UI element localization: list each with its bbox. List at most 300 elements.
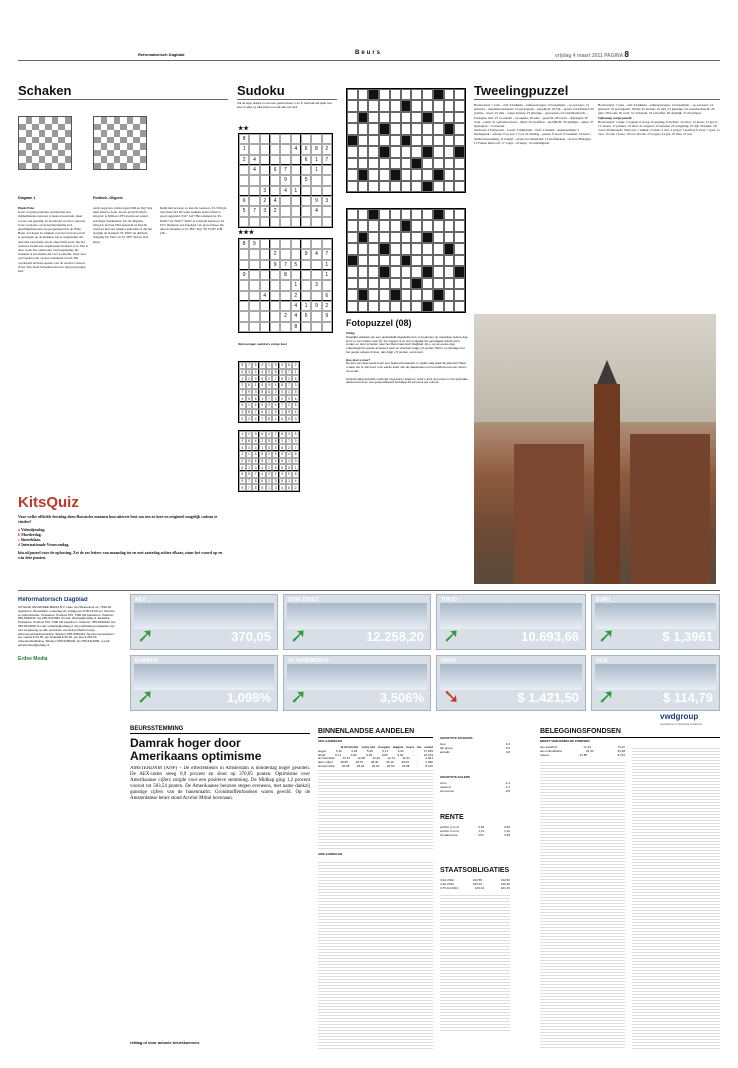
- crossword-cell[interactable]: [358, 301, 369, 312]
- sudoku-cell[interactable]: [280, 144, 290, 154]
- crossword-cell[interactable]: [454, 255, 465, 266]
- crossword-cell[interactable]: [379, 232, 390, 243]
- crossword-cell[interactable]: [444, 158, 455, 169]
- solution-cell: 1: [252, 382, 259, 389]
- sudoku-cell[interactable]: [291, 270, 301, 280]
- crossword-cell[interactable]: [444, 89, 455, 100]
- crossword-cell[interactable]: [390, 301, 401, 312]
- crossword-cell[interactable]: [444, 209, 455, 220]
- crossword-cell[interactable]: [347, 123, 358, 134]
- crossword-cell[interactable]: [444, 112, 455, 123]
- sudoku-cell[interactable]: [311, 322, 321, 332]
- sudoku-cell[interactable]: [311, 260, 321, 270]
- crossword-cell[interactable]: [433, 220, 444, 231]
- crossword-cell[interactable]: [422, 135, 433, 146]
- crossword-cell[interactable]: [401, 209, 412, 220]
- sudoku-cell[interactable]: [249, 260, 259, 270]
- sudoku-cell[interactable]: [322, 217, 332, 227]
- crossword-cell[interactable]: [368, 289, 379, 300]
- sudoku-cell[interactable]: [322, 239, 332, 249]
- sudoku-cell[interactable]: [311, 270, 321, 280]
- crossword-cell[interactable]: [422, 289, 433, 300]
- crossword-cell[interactable]: [390, 135, 401, 146]
- sudoku-cell[interactable]: [301, 291, 311, 301]
- sudoku-cell[interactable]: [291, 217, 301, 227]
- crossword-cell[interactable]: [390, 89, 401, 100]
- sudoku-cell[interactable]: [301, 280, 311, 290]
- crossword-cell[interactable]: [347, 301, 358, 312]
- crossword-cell[interactable]: [358, 135, 369, 146]
- sudoku-cell[interactable]: [260, 144, 270, 154]
- sudoku-cell[interactable]: [239, 165, 249, 175]
- crossword-cell[interactable]: [379, 289, 390, 300]
- crossword-cell[interactable]: [390, 123, 401, 134]
- crossword-cell[interactable]: [390, 158, 401, 169]
- crossword-cell[interactable]: [401, 301, 412, 312]
- crossword-cell[interactable]: [379, 220, 390, 231]
- crossword-cell[interactable]: [444, 135, 455, 146]
- crossword-cell[interactable]: [368, 158, 379, 169]
- crossword-cell[interactable]: [422, 89, 433, 100]
- crossword-cell[interactable]: [422, 209, 433, 220]
- crossword-cell[interactable]: [390, 181, 401, 192]
- crossword-cell[interactable]: [347, 146, 358, 157]
- crossword-cell[interactable]: [411, 301, 422, 312]
- crossword-cell[interactable]: [411, 255, 422, 266]
- crossword-cell[interactable]: [433, 112, 444, 123]
- sudoku-cell[interactable]: [249, 280, 259, 290]
- tile-chart: [440, 603, 582, 629]
- crossword-cell[interactable]: [347, 232, 358, 243]
- diagram2-caption: Portisch–Gligoric: [93, 196, 123, 200]
- sudoku-cell[interactable]: [280, 196, 290, 206]
- crossword-cell[interactable]: [433, 243, 444, 254]
- sudoku-cell[interactable]: [249, 311, 259, 321]
- crossword-cell[interactable]: [444, 232, 455, 243]
- crossword-cell: [433, 289, 444, 300]
- crossword-cell[interactable]: [358, 278, 369, 289]
- sudoku-cell[interactable]: [280, 217, 290, 227]
- kitsquiz-option[interactable]: c Sinterklaas.: [18, 537, 42, 542]
- crossword-cell[interactable]: [444, 278, 455, 289]
- crossword-cell[interactable]: [411, 89, 422, 100]
- sudoku-cell[interactable]: [249, 301, 259, 311]
- crossword-cell[interactable]: [454, 123, 465, 134]
- crossword-cell[interactable]: [358, 146, 369, 157]
- tile-label: OLIE: [596, 658, 608, 664]
- crossword-cell[interactable]: [411, 266, 422, 277]
- crossword-cell[interactable]: [358, 266, 369, 277]
- crossword-cell[interactable]: [358, 123, 369, 134]
- crossword-cell[interactable]: [433, 181, 444, 192]
- sudoku-cell[interactable]: [322, 322, 332, 332]
- crossword-cell[interactable]: [358, 89, 369, 100]
- crossword-cell[interactable]: [433, 123, 444, 134]
- crossword-cell[interactable]: [390, 220, 401, 231]
- sudoku-cell[interactable]: [249, 249, 259, 259]
- crossword-cell[interactable]: [422, 158, 433, 169]
- crossword-cell[interactable]: [368, 243, 379, 254]
- crossword-cell[interactable]: [454, 112, 465, 123]
- crossword-cell[interactable]: [368, 112, 379, 123]
- crossword-cell[interactable]: [444, 301, 455, 312]
- sudoku-cell[interactable]: [301, 322, 311, 332]
- crossword-cell[interactable]: [454, 301, 465, 312]
- crossword-cell[interactable]: [368, 220, 379, 231]
- solution-cell: 2: [246, 431, 253, 438]
- crossword-cell[interactable]: [401, 266, 412, 277]
- crossword-cell[interactable]: [347, 220, 358, 231]
- sudoku-cell[interactable]: [260, 260, 270, 270]
- crossword-cell[interactable]: [368, 169, 379, 180]
- crossword-cell[interactable]: [347, 209, 358, 220]
- kitsquiz-option[interactable]: b Moederdag.: [18, 532, 42, 537]
- sudoku-cell[interactable]: [239, 260, 249, 270]
- sudoku-cell[interactable]: [291, 165, 301, 175]
- sudoku-cell[interactable]: [270, 134, 280, 144]
- crossword-cell[interactable]: [379, 255, 390, 266]
- solution-cell: 8: [252, 478, 259, 485]
- crossword-cell[interactable]: [401, 123, 412, 134]
- stijgers-list: [440, 743, 510, 754]
- sudoku-cell[interactable]: [280, 291, 290, 301]
- crossword-cell[interactable]: [347, 158, 358, 169]
- crossword-cell[interactable]: [390, 243, 401, 254]
- crossword-cell[interactable]: [433, 266, 444, 277]
- crossword-cell[interactable]: [358, 181, 369, 192]
- sudoku-cell[interactable]: [239, 301, 249, 311]
- rente-list: [440, 826, 510, 837]
- crossword-cell[interactable]: [390, 146, 401, 157]
- sudoku-cell[interactable]: [301, 260, 311, 270]
- sudoku-cell[interactable]: [270, 239, 280, 249]
- sudoku-cell[interactable]: [270, 217, 280, 227]
- sudoku-cell[interactable]: [301, 239, 311, 249]
- tile-chart: [287, 664, 427, 690]
- crossword-cell[interactable]: [411, 243, 422, 254]
- crossword-cell[interactable]: [347, 100, 358, 111]
- crossword-cell[interactable]: [433, 301, 444, 312]
- crossword-cell[interactable]: [454, 181, 465, 192]
- sudoku-cell[interactable]: [301, 270, 311, 280]
- sudoku-cell[interactable]: [260, 165, 270, 175]
- sudoku-cell[interactable]: [280, 301, 290, 311]
- crossword-cell[interactable]: [411, 220, 422, 231]
- sudoku-cell[interactable]: [249, 217, 259, 227]
- crossword-cell[interactable]: [444, 266, 455, 277]
- sudoku-cell[interactable]: [239, 249, 249, 259]
- crossword-cell[interactable]: [390, 232, 401, 243]
- sudoku-cell[interactable]: [270, 270, 280, 280]
- sudoku-cell[interactable]: [270, 155, 280, 165]
- crossword-cell[interactable]: [422, 169, 433, 180]
- crossword-cell[interactable]: [368, 100, 379, 111]
- kitsquiz-option[interactable]: d Internationale Vrouwendag.: [18, 542, 70, 547]
- sudoku-cell[interactable]: [291, 134, 301, 144]
- sudoku-cell[interactable]: [260, 175, 270, 185]
- crossword-cell[interactable]: [347, 112, 358, 123]
- sudoku-cell[interactable]: [249, 322, 259, 332]
- crossword-cell[interactable]: [433, 232, 444, 243]
- crossword-cell[interactable]: [433, 100, 444, 111]
- crossword-cell[interactable]: [368, 135, 379, 146]
- sudoku-cell[interactable]: [291, 249, 301, 259]
- crossword-cell: [401, 100, 412, 111]
- crossword-cell[interactable]: [401, 158, 412, 169]
- crossword-grid-1[interactable]: [346, 88, 466, 193]
- sudoku-cell[interactable]: [260, 134, 270, 144]
- sudoku-cell[interactable]: [280, 206, 290, 216]
- crossword-cell[interactable]: [411, 181, 422, 192]
- solution-cell: 7: [252, 409, 259, 416]
- crossword-cell[interactable]: [411, 123, 422, 134]
- crossword-cell[interactable]: [347, 289, 358, 300]
- crossword-cell[interactable]: [347, 169, 358, 180]
- crossword-cell[interactable]: [368, 146, 379, 157]
- sudoku-cell[interactable]: [260, 301, 270, 311]
- sudoku-grid-2[interactable]: [238, 238, 333, 333]
- sudoku-cell[interactable]: [239, 217, 249, 227]
- crossword-cell[interactable]: [379, 89, 390, 100]
- sudoku-cell[interactable]: [322, 186, 332, 196]
- sudoku-cell[interactable]: [249, 175, 259, 185]
- sudoku-cell[interactable]: [239, 311, 249, 321]
- table-cell: 5,06: [366, 748, 373, 753]
- crossword-cell[interactable]: [401, 89, 412, 100]
- sudoku-cell[interactable]: [311, 175, 321, 185]
- crossword-cell[interactable]: [390, 100, 401, 111]
- sudoku-cell[interactable]: [239, 291, 249, 301]
- sudoku-cell[interactable]: [280, 249, 290, 259]
- crossword-cell[interactable]: [401, 232, 412, 243]
- crossword-cell[interactable]: [379, 301, 390, 312]
- sudoku-cell[interactable]: [239, 280, 249, 290]
- solution-cell: 4: [272, 382, 279, 389]
- crossword-cell[interactable]: [411, 135, 422, 146]
- sudoku-cell[interactable]: [270, 301, 280, 311]
- crossword-cell[interactable]: [433, 278, 444, 289]
- crossword-cell[interactable]: [411, 209, 422, 220]
- sudoku-cell[interactable]: [249, 291, 259, 301]
- crossword-cell[interactable]: [411, 232, 422, 243]
- crossword-cell[interactable]: [444, 255, 455, 266]
- crossword-cell[interactable]: [411, 289, 422, 300]
- sudoku-cell[interactable]: [322, 134, 332, 144]
- sudoku-cell[interactable]: [249, 186, 259, 196]
- sudoku-cell[interactable]: [249, 270, 259, 280]
- sudoku-cell[interactable]: [291, 196, 301, 206]
- crossword-cell[interactable]: [422, 278, 433, 289]
- crossword-cell[interactable]: [358, 220, 369, 231]
- sudoku-cell[interactable]: [322, 165, 332, 175]
- sudoku-cell[interactable]: [280, 280, 290, 290]
- sudoku-cell[interactable]: [301, 165, 311, 175]
- crossword-cell[interactable]: [422, 123, 433, 134]
- crossword-cell[interactable]: [411, 169, 422, 180]
- sudoku-cell[interactable]: [260, 155, 270, 165]
- solution-cell: 2: [292, 362, 299, 369]
- sudoku-cell[interactable]: [301, 206, 311, 216]
- chess-diagram-1: [18, 116, 72, 170]
- sudoku-cell[interactable]: [270, 144, 280, 154]
- sudoku-cell[interactable]: [260, 311, 270, 321]
- crossword-cell[interactable]: [454, 243, 465, 254]
- crossword-cell[interactable]: [390, 209, 401, 220]
- crossword-cell[interactable]: [454, 209, 465, 220]
- crossword-cell[interactable]: [368, 278, 379, 289]
- crossword-grid-2[interactable]: [346, 208, 466, 313]
- sudoku-cell[interactable]: [301, 186, 311, 196]
- crossword-cell[interactable]: [422, 255, 433, 266]
- crossword-cell[interactable]: [358, 243, 369, 254]
- sudoku-cell[interactable]: [311, 239, 321, 249]
- crossword-cell[interactable]: [390, 278, 401, 289]
- crossword-cell[interactable]: [454, 278, 465, 289]
- crossword-cell[interactable]: [379, 135, 390, 146]
- sudoku-cell[interactable]: [270, 291, 280, 301]
- crossword-cell[interactable]: [433, 146, 444, 157]
- sudoku-cell[interactable]: [270, 311, 280, 321]
- sudoku-cell[interactable]: [260, 280, 270, 290]
- crossword-cell[interactable]: [347, 266, 358, 277]
- crossword-cell[interactable]: [401, 243, 412, 254]
- beursstemming-rule: [130, 733, 310, 734]
- crossword-cell[interactable]: [422, 100, 433, 111]
- tile-value: 12.258,20: [366, 629, 424, 644]
- crossword-cell[interactable]: [390, 266, 401, 277]
- crossword-cell[interactable]: [347, 278, 358, 289]
- sudoku-cell[interactable]: [249, 134, 259, 144]
- sudoku-cell[interactable]: [280, 322, 290, 332]
- sudoku-cell[interactable]: [311, 311, 321, 321]
- crossword-cell[interactable]: [411, 100, 422, 111]
- sudoku-cell[interactable]: [311, 134, 321, 144]
- sudoku-cell[interactable]: [270, 322, 280, 332]
- crossword-cell: [444, 243, 455, 254]
- sudoku-cell[interactable]: [280, 239, 290, 249]
- sudoku-cell[interactable]: [301, 134, 311, 144]
- sudoku-cell[interactable]: [291, 239, 301, 249]
- crossword-cell[interactable]: [368, 181, 379, 192]
- sudoku-cell[interactable]: [301, 196, 311, 206]
- sudoku-cell[interactable]: [280, 155, 290, 165]
- crossword-cell[interactable]: [444, 169, 455, 180]
- crossword-cell[interactable]: [454, 220, 465, 231]
- crossword-cell[interactable]: [433, 135, 444, 146]
- crossword-cell[interactable]: [379, 112, 390, 123]
- crossword-cell[interactable]: [390, 255, 401, 266]
- sudoku-cell[interactable]: [311, 186, 321, 196]
- crossword-cell[interactable]: [379, 209, 390, 220]
- crossword-cell[interactable]: [358, 255, 369, 266]
- crossword-cell[interactable]: [411, 112, 422, 123]
- crossword-cell[interactable]: [368, 301, 379, 312]
- crossword-cell[interactable]: [401, 181, 412, 192]
- crossword-cell[interactable]: [454, 169, 465, 180]
- crossword-cell[interactable]: [454, 289, 465, 300]
- crossword-cell[interactable]: [368, 232, 379, 243]
- crossword-cell[interactable]: [444, 289, 455, 300]
- crossword-cell[interactable]: [379, 169, 390, 180]
- crossword-cell[interactable]: [433, 158, 444, 169]
- crossword-cell[interactable]: [444, 100, 455, 111]
- sudoku-cell[interactable]: [239, 322, 249, 332]
- crossword-cell[interactable]: [454, 232, 465, 243]
- crossword-cell[interactable]: [401, 146, 412, 157]
- crossword-cell[interactable]: [379, 100, 390, 111]
- sudoku-cell[interactable]: [270, 280, 280, 290]
- crossword-cell[interactable]: [347, 243, 358, 254]
- crossword-cell[interactable]: [444, 146, 455, 157]
- crossword-cell[interactable]: [358, 158, 369, 169]
- sudoku-cell: 9: [280, 175, 290, 185]
- crossword-cell[interactable]: [379, 278, 390, 289]
- table-cell: 4 dsl 2014: [440, 881, 454, 886]
- crossword-cell[interactable]: [444, 181, 455, 192]
- sudoku-cell[interactable]: [322, 206, 332, 216]
- table-cell: eurocomm.: [440, 788, 456, 793]
- crossword-cell[interactable]: [368, 123, 379, 134]
- crossword-cell[interactable]: [454, 158, 465, 169]
- sudoku-cell[interactable]: [291, 175, 301, 185]
- sudoku-cell[interactable]: [260, 270, 270, 280]
- sudoku-cell[interactable]: [270, 186, 280, 196]
- crossword-cell[interactable]: [379, 158, 390, 169]
- sudoku-cell[interactable]: [239, 186, 249, 196]
- sudoku-cell[interactable]: [301, 217, 311, 227]
- crossword-cell[interactable]: [379, 181, 390, 192]
- crossword-cell[interactable]: [390, 112, 401, 123]
- crossword-cell[interactable]: [401, 289, 412, 300]
- sudoku-cell[interactable]: [322, 280, 332, 290]
- table-cell: 0,84: [478, 825, 485, 829]
- sudoku-cell[interactable]: [260, 249, 270, 259]
- sudoku-cell[interactable]: [239, 175, 249, 185]
- crossword-cell[interactable]: [444, 220, 455, 231]
- sudoku-cell[interactable]: [291, 155, 301, 165]
- sudoku-cell[interactable]: [249, 196, 259, 206]
- crossword-cell[interactable]: [401, 278, 412, 289]
- crossword-cell[interactable]: [454, 89, 465, 100]
- sudoku-cell[interactable]: [260, 239, 270, 249]
- sudoku-cell[interactable]: [270, 175, 280, 185]
- crossword-cell[interactable]: [347, 181, 358, 192]
- crossword-cell[interactable]: [422, 220, 433, 231]
- kitsquiz-option[interactable]: a Valentijnsdag.: [18, 527, 46, 532]
- sudoku-cell[interactable]: [260, 322, 270, 332]
- crossword-cell[interactable]: [347, 89, 358, 100]
- crossword-cell[interactable]: [368, 266, 379, 277]
- sudoku-cell[interactable]: [311, 291, 321, 301]
- crossword-cell[interactable]: [454, 100, 465, 111]
- sudoku-cell[interactable]: [249, 144, 259, 154]
- sudoku-cell[interactable]: [311, 217, 321, 227]
- sudoku-cell[interactable]: [260, 217, 270, 227]
- sudoku-cell[interactable]: [280, 134, 290, 144]
- crossword-cell[interactable]: [358, 209, 369, 220]
- crossword-cell[interactable]: [368, 255, 379, 266]
- crossword-cell[interactable]: [433, 255, 444, 266]
- sudoku-grid-1[interactable]: [238, 133, 333, 228]
- crossword-cell[interactable]: [454, 135, 465, 146]
- crossword-cell[interactable]: [401, 169, 412, 180]
- crossword-cell[interactable]: [358, 100, 369, 111]
- crossword-cell[interactable]: [401, 112, 412, 123]
- sudoku-cell[interactable]: [322, 175, 332, 185]
- crossword-cell[interactable]: [411, 146, 422, 157]
- crossword-cell[interactable]: [422, 243, 433, 254]
- sudoku-cell[interactable]: [291, 206, 301, 216]
